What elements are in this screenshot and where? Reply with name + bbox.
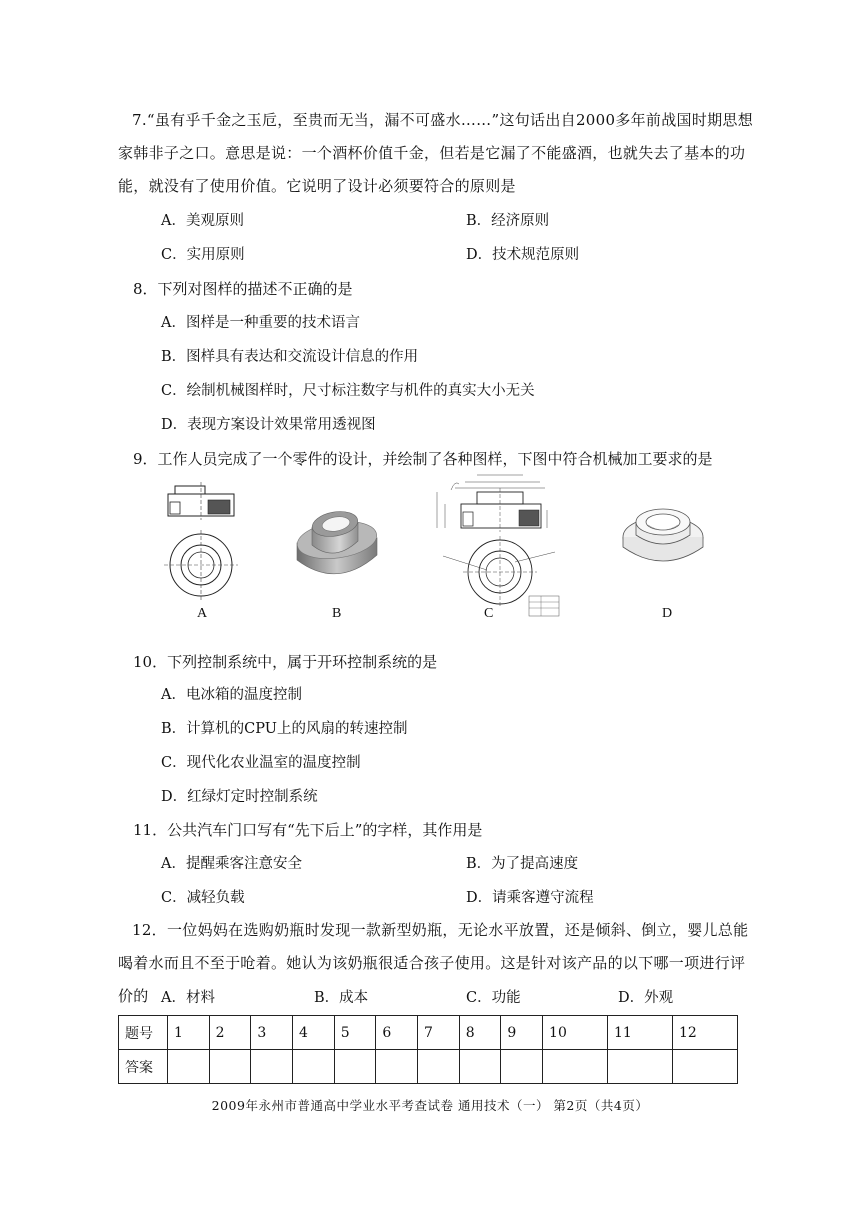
q7-option-d: D．技术规范原则 <box>466 247 580 263</box>
answer-cell[interactable] <box>608 1050 673 1084</box>
number-cell: 6 <box>376 1016 418 1050</box>
answer-cell[interactable] <box>672 1050 737 1084</box>
q8-option-c: C．绘制机械图样时，尺寸标注数字与机件的真实大小无关 <box>161 383 535 399</box>
q7-option-a: A．美观原则 <box>161 213 244 229</box>
figure-a-orthographic-drawing <box>160 480 250 600</box>
number-row-label: 题号 <box>119 1016 168 1050</box>
question-11-text: 11．公共汽车门口写有“先下后上”的字样，其作用是 <box>133 821 483 839</box>
question-10-text: 10．下列控制系统中，属于开环控制系统的是 <box>133 653 438 671</box>
answer-cell[interactable] <box>293 1050 335 1084</box>
answer-cell[interactable] <box>543 1050 608 1084</box>
number-cell: 9 <box>501 1016 543 1050</box>
figure-c-label: C <box>484 606 494 621</box>
number-cell: 5 <box>334 1016 376 1050</box>
answer-table <box>118 1015 738 1084</box>
number-cell: 10 <box>543 1016 608 1050</box>
q8-option-a: A．图样是一种重要的技术语言 <box>161 315 360 331</box>
figure-d-line-sketch <box>618 495 708 575</box>
q10-option-d: D．红绿灯定时控制系统 <box>161 789 318 805</box>
answer-cell[interactable] <box>334 1050 376 1084</box>
number-cell: 4 <box>293 1016 335 1050</box>
figure-c-dimensioned-drawing <box>425 470 565 618</box>
number-cell: 7 <box>418 1016 460 1050</box>
question-9-text: 9．工作人员完成了一个零件的设计，并绘制了各种图样，下图中符合机械加工要求的是 <box>133 450 713 468</box>
answer-table-answer-row <box>119 1050 738 1084</box>
answer-cell[interactable] <box>501 1050 543 1084</box>
number-cell: 3 <box>251 1016 293 1050</box>
question-8-text: 8．下列对图样的描述不正确的是 <box>133 280 353 298</box>
q11-option-d: D．请乘客遵守流程 <box>466 890 594 906</box>
number-cell: 11 <box>608 1016 673 1050</box>
figure-d-label: D <box>662 606 673 621</box>
answer-cell[interactable] <box>209 1050 251 1084</box>
q12-option-d: D．外观 <box>618 990 674 1006</box>
number-cell: 2 <box>209 1016 251 1050</box>
q11-option-a: A．提醒乘客注意安全 <box>161 856 302 872</box>
number-cell: 8 <box>459 1016 501 1050</box>
q10-option-a: A．电冰箱的温度控制 <box>161 687 302 703</box>
answer-row-label: 答案 <box>119 1050 168 1084</box>
q8-option-b: B．图样具有表达和交流设计信息的作用 <box>161 349 419 365</box>
number-cell: 12 <box>672 1016 737 1050</box>
answer-cell[interactable] <box>459 1050 501 1084</box>
q10-option-b: B．计算机的CPU上的风扇的转速控制 <box>161 721 408 737</box>
answer-cell[interactable] <box>251 1050 293 1084</box>
q11-option-b: B．为了提高速度 <box>466 856 579 872</box>
q11-option-c: C．减轻负载 <box>161 890 245 906</box>
figure-a-label: A <box>197 606 208 621</box>
q12-option-b: B．成本 <box>314 990 369 1006</box>
question-7-text: 7.“虽有乎千金之玉卮，至贵而无当，漏不可盛水……”这句话出自2000多年前战国时期思想家韩非子之口。意思是说：一个酒杯价值千金，但若是它漏了不能盛酒，也就失去了基本的功能，就没有了使用价值。它说明了设计必须要符合的原则是 <box>118 111 754 195</box>
number-cell: 1 <box>168 1016 210 1050</box>
answer-cell[interactable] <box>376 1050 418 1084</box>
q10-option-c: C．现代化农业温室的温度控制 <box>161 755 361 771</box>
answer-cell[interactable] <box>418 1050 460 1084</box>
q12-option-c: C．功能 <box>466 990 521 1006</box>
q7-option-c: C．实用原则 <box>161 247 245 263</box>
q8-option-d: D．表现方案设计效果常用透视图 <box>161 417 376 433</box>
figure-b-3d-render <box>292 505 382 585</box>
page-footer: 2009年永州市普通高中学业水平考查试卷 通用技术（一） 第2页（共4页） <box>211 1098 649 1113</box>
figure-b-label: B <box>332 606 342 621</box>
q12-option-a: A．材料 <box>161 990 215 1006</box>
answer-table-number-row <box>119 1016 738 1050</box>
answer-cell[interactable] <box>168 1050 210 1084</box>
q7-option-b: B．经济原则 <box>466 213 550 229</box>
question-12-text: 12．一位妈妈在选购奶瓶时发现一款新型奶瓶，无论水平放置，还是倾斜、倒立，婴儿总能喝着水而且不至于呛着。她认为该奶瓶很适合孩子使用。这是针对该产品的以下哪一项进行评价的 <box>118 921 749 1005</box>
